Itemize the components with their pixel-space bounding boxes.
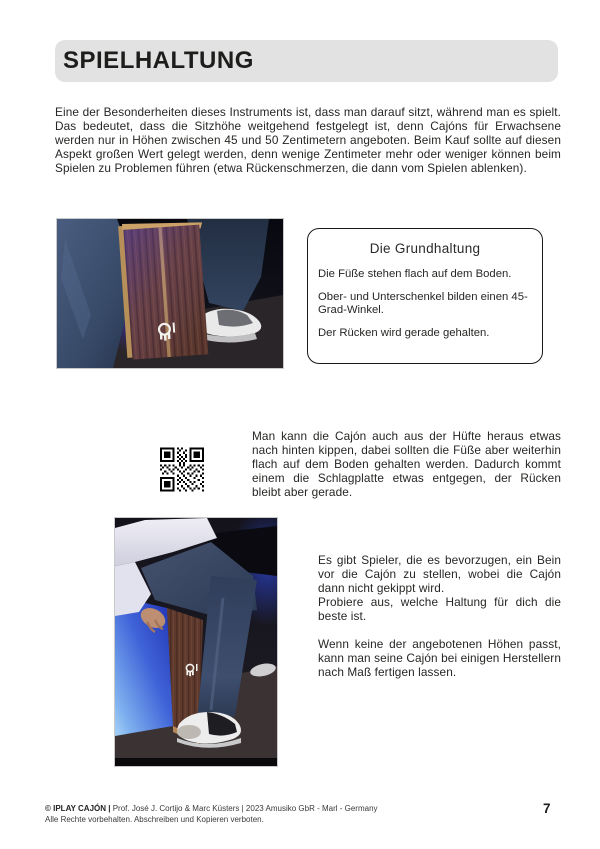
grundhaltung-rule-feet: Die Füße stehen flach auf dem Boden. <box>318 268 512 280</box>
photo-player-sitting-graphic <box>115 518 277 766</box>
page-number: 7 <box>543 801 551 816</box>
footer-brand: © IPLAY CAJÓN | <box>45 804 111 813</box>
footer-credits: Prof. José J. Cortijo & Marc Küsters | 2023 Amusiko GbR - Marl - Germany <box>110 804 378 813</box>
grundhaltung-box <box>307 228 543 364</box>
photo-cajon-front <box>57 219 283 368</box>
leg-stance-text <box>318 553 561 679</box>
grundhaltung-title: Die Grundhaltung <box>369 241 481 256</box>
try-out-paragraph: Probiere aus, welche Haltung für dich die beste ist. <box>318 595 561 623</box>
cajon-body <box>118 219 211 360</box>
intro-paragraph: Eine der Besonderheiten dieses Instruments ist, dass man darauf sitzt, während man es spielt. Das bedeutet, dass die Sitzhöhe weitgehend festgelegt ist, denn Cajóns für Erwachsene werden nur in Höhen zwischen 45 und 50 Zentimetern angeboten. Beim Kauf sollte auf diesen Aspekt großen Wert gelegt werden, denn wenige Zentimeter mehr oder weniger können beim Spielen zu Problemen führen (etwa Rückenschmerzen, die dann vom Spielen ablenken). <box>55 105 561 175</box>
footer-line2: Alle Rechte vorbehalten. Abschreiben und Kopieren verboten. <box>45 815 264 824</box>
grundhaltung-rule-angle: Ober- und Unterschenkel bilden einen 45-Grad-Winkel. <box>318 291 528 316</box>
photo-player-sitting <box>115 518 277 766</box>
footer-line1 <box>45 803 378 814</box>
page-title-band <box>55 40 558 82</box>
leg-stance-paragraph: Es gibt Spieler, die es bevorzugen, ein Bein vor die Cajón zu stellen, wobei die Cajón dann nicht gekippt wird. <box>318 553 561 595</box>
footer <box>45 803 378 825</box>
qr-code-graphic <box>160 446 204 493</box>
grundhaltung-rule-back: Der Rücken wird gerade gehalten. <box>318 327 490 339</box>
page-title: SPIELHALTUNG <box>63 47 254 74</box>
photo-cajon-front-graphic <box>57 219 283 368</box>
photo2-floor-edge <box>115 758 277 766</box>
qr-code <box>160 446 204 493</box>
hip-tilt-paragraph: Man kann die Cajón auch aus der Hüfte heraus etwas nach hinten kippen, dabei sollten die Füße aber weiterhin flach auf dem Boden gehalten werden. Dadurch kommt einem die Schlagplatte etwas entgegen, der Rücken bleibt aber gerade. <box>252 429 561 499</box>
custom-height-paragraph: Wenn keine der angebotenen Höhen passt, kann man seine Cajón bei einigen Herstellern nach Maß fertigen lassen. <box>318 637 561 679</box>
